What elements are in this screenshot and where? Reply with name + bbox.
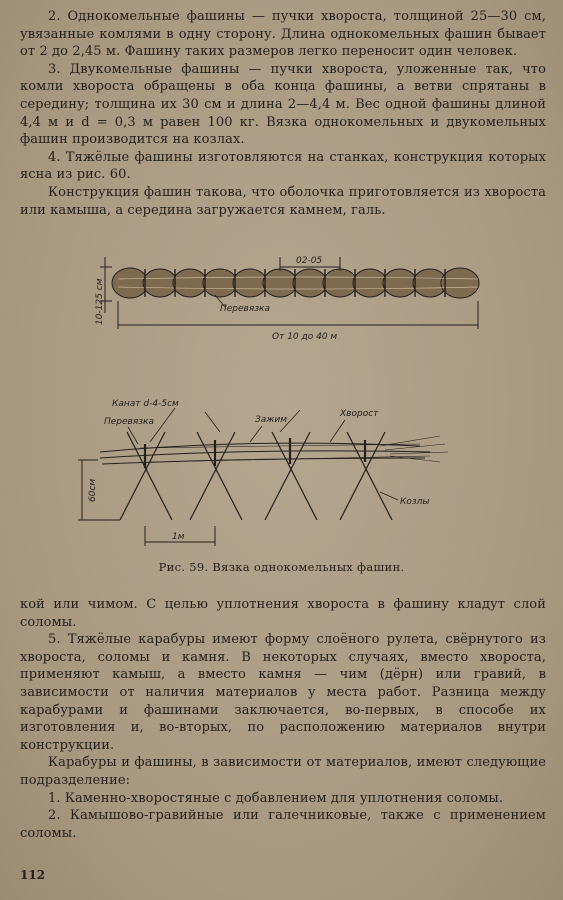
text-block-top xyxy=(20,8,546,219)
paragraph: 1. Каменно-хворостяные с добавлением для уплотнения соломы. xyxy=(48,790,504,806)
clamp-label: Зажим xyxy=(255,415,288,425)
paragraph: 3. Двукомельные фашины — пучки хвороста, уложенные так, что комли хвороста обращены в оба конца фашины, а ветви спрятаны в середину; толщина их 30 см и длина 2—4,4 м. Вес одной фашины длиной 4,4 м и d = 0,3 м равен 100 кг. Вязка однокомельных и двукомельных фашин производится на козлах. xyxy=(20,61,546,148)
paragraph: 5. Тяжёлые карабуры имеют форму слоёного рулета, свёрнутого из хвороста, соломы и камня. В некоторых случаях, вместо хвороста, применяют камыш, а вместо камня — чим (дёрн) или гравий, в зависимости от наличия материалов у места работ. Разница между карабурами и фашинами заключается, во-первых, в способе их изготовления и, во-вторых, по расположению материалов внутри конструкции. xyxy=(20,632,546,753)
figure-caption: Рис. 59. Вязка однокомельных фашин. xyxy=(158,560,405,574)
spacing-label: 1м xyxy=(172,532,185,542)
paragraph: Конструкция фашин такова, что оболочка приготовляется из хвороста или камыша, а середина загружается камнем, галь. xyxy=(20,184,546,218)
length-label: От 10 до 40 м xyxy=(272,332,338,342)
figure-trestle-binding xyxy=(0,392,563,554)
rope-label: Канат d-4-5см xyxy=(112,399,179,409)
brushwood-bundle xyxy=(100,436,448,464)
height-label: 10-125 см xyxy=(95,278,105,325)
trestle-label: Козлы xyxy=(400,497,430,507)
binding-label: Перевязка xyxy=(220,304,271,314)
binding-label: Перевязка xyxy=(104,417,155,427)
paragraph: кой или чимом. С целью уплотнения хвороста в фашину кладут слой соломы. xyxy=(20,597,546,630)
page-number: 112 xyxy=(20,868,46,882)
height-label: 60см xyxy=(88,478,98,502)
paragraph: 2. Однокомельные фашины — пучки хвороста, толщиной 25—30 см, увязанные комлями в одну сторону. Длина однокомельных фашин бывает от 2 до 2,45 м. Фашину таких размеров легко переносит один человек. xyxy=(20,9,546,60)
paragraph: 4. Тяжёлые фашины изготовляются на станках, конструкция которых ясна из рис. 60. xyxy=(20,149,546,183)
figure-fascine-drawing xyxy=(0,245,563,345)
paragraph: 2. Камышово-гравийные или галечниковые, также с применением соломы. xyxy=(20,808,546,841)
brush-label: Хворост xyxy=(340,409,379,419)
spacing-label: 02-05 xyxy=(296,256,323,266)
text-block-bottom xyxy=(20,596,546,842)
paragraph: Карабуры и фашины, в зависимости от материалов, имеют следующие подразделение: xyxy=(20,755,546,788)
